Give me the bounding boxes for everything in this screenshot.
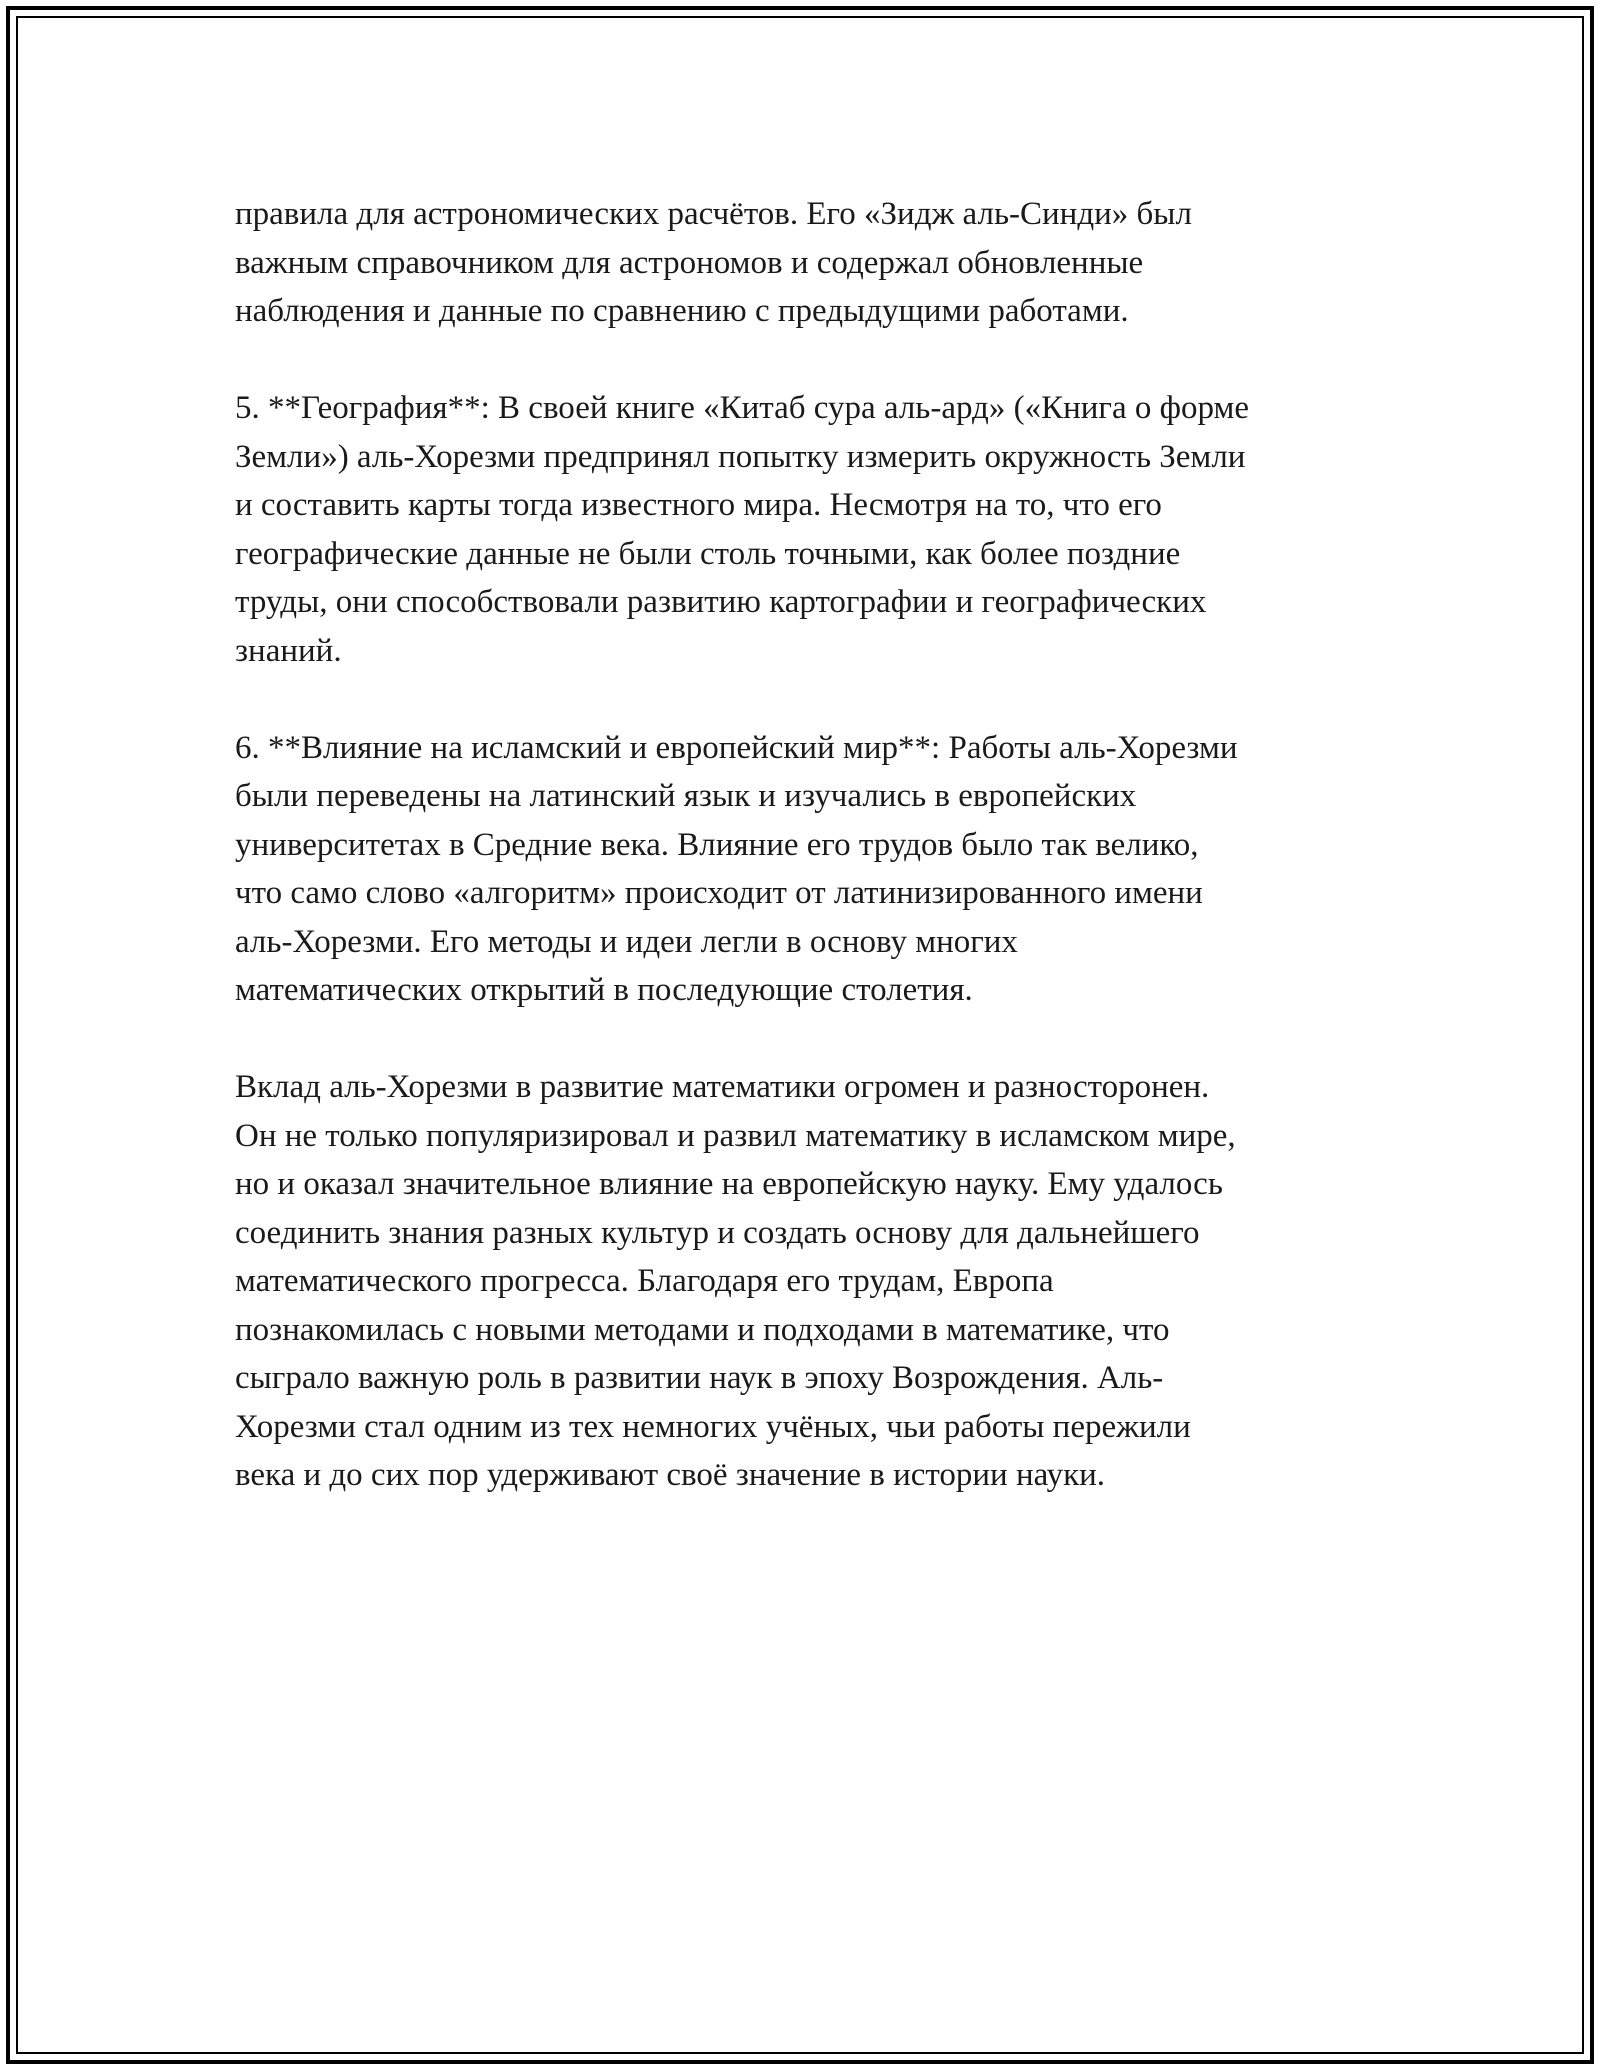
text-line: сыграло важную роль в развитии наук в эпоху Возрождения. Аль- bbox=[235, 1360, 1164, 1396]
text-line: наблюдения и данные по сравнению с предыдущими работами. bbox=[235, 293, 1129, 329]
paragraph-astronomy-continued bbox=[235, 190, 1390, 336]
text-line: и составить карты тогда известного мира. Несмотря на то, что его bbox=[235, 487, 1162, 523]
text-line: университетах в Средние века. Влияние его трудов было так велико, bbox=[235, 826, 1199, 863]
text-line: что само слово «алгоритм» происходит от латинизированного имени bbox=[235, 875, 1203, 911]
text-line: Хорезми стал одним из тех немногих учёных, чьи работы пережили bbox=[235, 1408, 1191, 1445]
text-line: важным справочником для астрономов и содержал обновленные bbox=[235, 244, 1144, 281]
text-line: географические данные не были столь точными, как более поздние bbox=[235, 535, 1181, 572]
text-line: но и оказал значительное влияние на европейскую науку. Ему удалось bbox=[235, 1166, 1223, 1202]
paragraph-influence bbox=[235, 724, 1390, 1015]
text-line: Он не только популяризировал и развил математику в исламском мире, bbox=[235, 1117, 1236, 1154]
paragraph-geography bbox=[235, 384, 1390, 675]
text-line: 5. **География**: В своей книге «Китаб сура аль-ард» («Книга о форме bbox=[235, 390, 1250, 426]
text-line: труды, они способствовали развитию картографии и географических bbox=[235, 584, 1207, 620]
text-line: 6. **Влияние на исламский и европейский мир**: Работы аль-Хорезми bbox=[235, 729, 1238, 766]
text-line: Земли») аль-Хорезми предпринял попытку измерить окружность Земли bbox=[235, 438, 1246, 475]
text-line: были переведены на латинский язык и изучались в европейских bbox=[235, 778, 1137, 814]
text-line: Вклад аль-Хорезми в развитие математики огромен и разносторонен. bbox=[235, 1069, 1210, 1105]
text-line: правила для астрономических расчётов. Его «Зидж аль-Синди» был bbox=[235, 196, 1192, 232]
text-line: знаний. bbox=[235, 632, 342, 669]
text-line: познакомилась с новыми методами и подходами в математике, что bbox=[235, 1311, 1170, 1348]
text-line: математического прогресса. Благодаря его трудам, Европа bbox=[235, 1263, 1054, 1299]
document-body bbox=[235, 190, 1390, 1548]
text-line: соединить знания разных культур и создать основу для дальнейшего bbox=[235, 1214, 1200, 1251]
text-line: века и до сих пор удерживают своё значение в истории науки. bbox=[235, 1457, 1106, 1493]
paragraph-conclusion bbox=[235, 1063, 1390, 1500]
text-line: аль-Хорезми. Его методы и идеи легли в основу многих bbox=[235, 923, 1018, 960]
text-line: математических открытий в последующие столетия. bbox=[235, 972, 973, 1008]
